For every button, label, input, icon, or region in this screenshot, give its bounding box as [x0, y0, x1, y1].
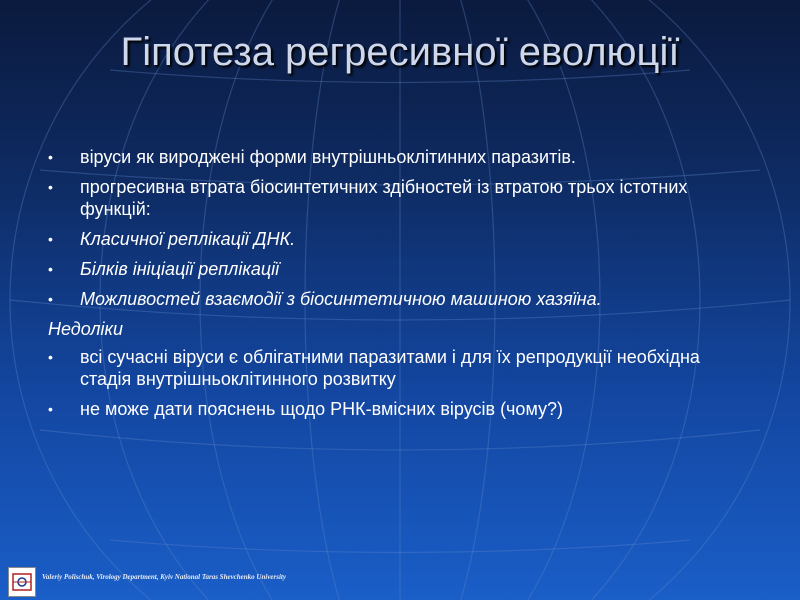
- bullet-dot-icon: •: [48, 349, 53, 365]
- bullet-text: Класичної реплікації ДНК.: [80, 229, 296, 249]
- drawback-bullet-text: всі сучасні віруси є облігатними паразитами і для їх репродукції необхідна стадія внутрішньоклітинного розвитку: [80, 347, 700, 389]
- drawback-bullet-item: [48, 346, 748, 390]
- slide-content: [48, 146, 748, 428]
- bullet-dot-icon: •: [48, 401, 53, 417]
- bullet-list-drawbacks: [48, 346, 748, 420]
- slide-title: Гіпотеза регресивної еволюції: [120, 30, 680, 74]
- bullet-dot-icon: •: [48, 179, 53, 195]
- drawback-bullet-item: [48, 398, 748, 420]
- footer: [8, 567, 568, 597]
- bullet-dot-icon: •: [48, 231, 53, 247]
- subheading-drawbacks: Недоліки: [48, 319, 124, 339]
- bullet-item: [48, 176, 748, 220]
- bullet-text: Можливостей взаємодії з біосинтетичною машиною хазяїна.: [80, 289, 602, 309]
- bullet-text: прогресивна втрата біосинтетичних здібностей із втратою трьох істотних функцій:: [80, 177, 688, 219]
- footer-credit: Valeriy Polischuk, Virology Department, Kyiv National Taras Shevchenko University: [42, 573, 286, 581]
- bullet-dot-icon: •: [48, 261, 53, 277]
- bullet-dot-icon: •: [48, 291, 53, 307]
- bullet-text: Білків ініціації реплікації: [80, 259, 280, 279]
- bullet-item: [48, 228, 748, 250]
- university-logo-icon: [8, 567, 36, 597]
- bullet-text: віруси як вироджені форми внутрішньоклітинних паразитів.: [80, 147, 576, 167]
- bullet-list-primary: [48, 146, 748, 310]
- bullet-item: [48, 258, 748, 280]
- bullet-dot-icon: •: [48, 149, 53, 165]
- drawback-bullet-text: не може дати пояснень щодо РНК-вмісних вірусів (чому?): [80, 399, 564, 419]
- bullet-item: [48, 146, 748, 168]
- bullet-item: [48, 288, 748, 310]
